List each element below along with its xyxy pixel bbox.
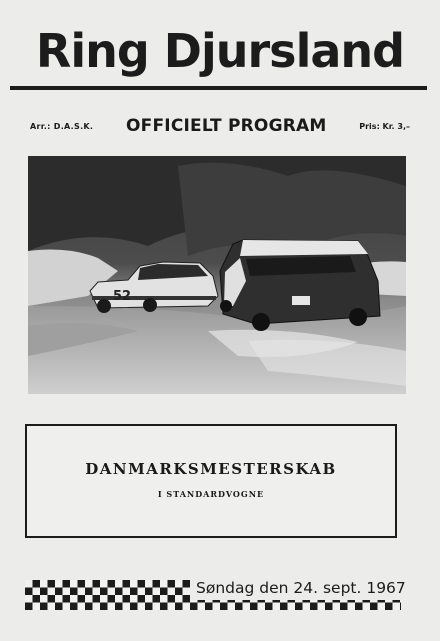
- organizer-label: Arr.: D.A.S.K.: [30, 121, 94, 131]
- subtitle-line: [30, 114, 410, 138]
- race-photo: [28, 156, 406, 394]
- program-label: OFFICIELT PROGRAM: [126, 116, 327, 136]
- car-mini: [220, 240, 380, 331]
- title-divider: [10, 86, 427, 90]
- page-title: Ring Djursland: [35, 24, 405, 78]
- event-date: Søndag den 24. sept. 1967: [196, 579, 406, 597]
- event-box: [25, 424, 397, 538]
- car-number: 52: [113, 289, 132, 304]
- price-label: Pris: Kr. 3,–: [359, 121, 410, 131]
- championship-heading: DANMARKSMESTERSKAB: [85, 460, 337, 478]
- race-photo-illustration: [28, 156, 406, 394]
- class-subheading: I STANDARDVOGNE: [157, 489, 265, 499]
